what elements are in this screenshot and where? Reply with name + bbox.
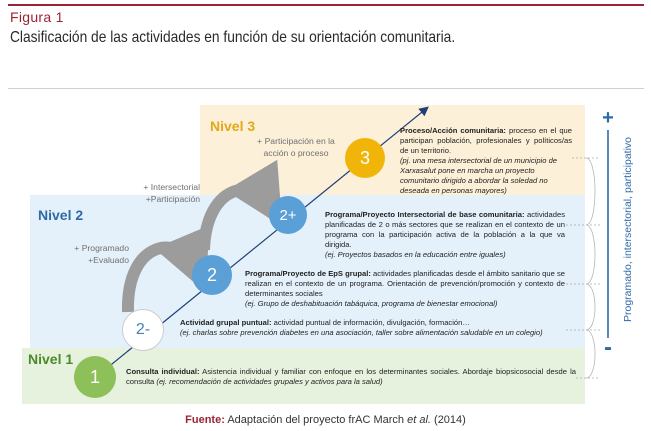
curved-arrow-upper — [204, 190, 270, 250]
node-title: Consulta individual: — [126, 367, 200, 376]
dimension-line: acción o proceso — [263, 148, 329, 158]
scale-minus-sign: - — [604, 334, 612, 361]
figure-source — [0, 414, 651, 426]
node-example: (ej. recomendación de actividades grupales y activos para la salud) — [156, 377, 383, 386]
node-title: Programa/Proyecto de EpS grupal: — [245, 269, 371, 278]
level-2-label: Nivel 2 — [38, 207, 84, 223]
node-description-2minus — [180, 318, 570, 338]
dimension-line: + Participación en la — [257, 136, 335, 146]
level-1-label: Nivel 1 — [28, 351, 74, 367]
node-text: Asistencia individual y familiar con enfoque en los determinantes sociales. Abordaje biopsicosocial desde la consulta — [126, 367, 576, 386]
source-italic: et al. — [407, 414, 431, 426]
curved-arrow-lower — [128, 248, 196, 312]
figure-title: Clasificación de las actividades en función de su orientación comunitaria. — [10, 29, 456, 46]
node-description-2 — [245, 269, 565, 309]
dimension-line: +Evaluado — [88, 255, 129, 265]
figure-label: Figura 1 — [10, 9, 64, 25]
node-description-1 — [126, 367, 576, 387]
node-title: Proceso/Acción comunitaria: — [400, 126, 506, 135]
node-title: Programa/Proyecto Intersectorial de base comunitaria: — [325, 210, 525, 219]
dimension-line: + Programado — [74, 243, 129, 253]
node-circle-2plus: 2+ — [269, 196, 307, 234]
scale-plus-sign: + — [602, 107, 614, 129]
node-text: actividades planificadas de 2 o más sectores que se realizan en el contexto de un programa con la participación activa de la población a la que va dirigida. — [325, 210, 565, 249]
dimension-line: + Intersectorial — [143, 182, 200, 192]
node-example: (pj. una mesa intersectorial de un municipio de Xarxasalut pone en marcha un proyecto comunitario dirigido a abordar la soledad no deseada en personas mayores) — [400, 156, 558, 195]
node-circle-2: 2 — [192, 255, 232, 295]
level-3-label: Nivel 3 — [210, 118, 256, 134]
node-example: (ej. Proyectos basados en la educación entre iguales) — [325, 250, 506, 259]
scale-label: Programado, intersectorial, participativo — [622, 136, 634, 322]
node-description-3 — [400, 126, 572, 196]
node-text: proceso en el que participan población, profesionales y políticos/as de un territorio. — [400, 126, 573, 155]
scale-bracket — [586, 158, 595, 378]
node-example: (ej. charlas sobre prevención diabetes en una asociación, taller sobre alimentación saludable en un colegio) — [180, 328, 543, 337]
source-text: Adaptación del proyecto frAC March — [224, 414, 408, 426]
source-label: Fuente: — [185, 414, 225, 426]
node-description-2plus — [325, 210, 565, 260]
node-title: Actividad grupal puntual: — [180, 318, 272, 327]
node-example: (ej. Grupo de deshabituación tabáquica, programa de bienestar emocional) — [245, 299, 498, 308]
source-year: (2014) — [430, 414, 466, 426]
node-circle-1: 1 — [74, 356, 116, 398]
node-circle-2minus: 2- — [122, 309, 164, 351]
node-text: actividad puntual de información, divulgación, formación… — [271, 318, 470, 327]
dimension-line: +Participación — [145, 194, 200, 204]
node-circle-3: 3 — [345, 138, 385, 178]
node-text: actividades planificadas desde el ámbito sanitario que se realizan en el contexto de un programa. Orientación de prevención/promoción y contexto de determinantes sociales — [245, 269, 566, 298]
